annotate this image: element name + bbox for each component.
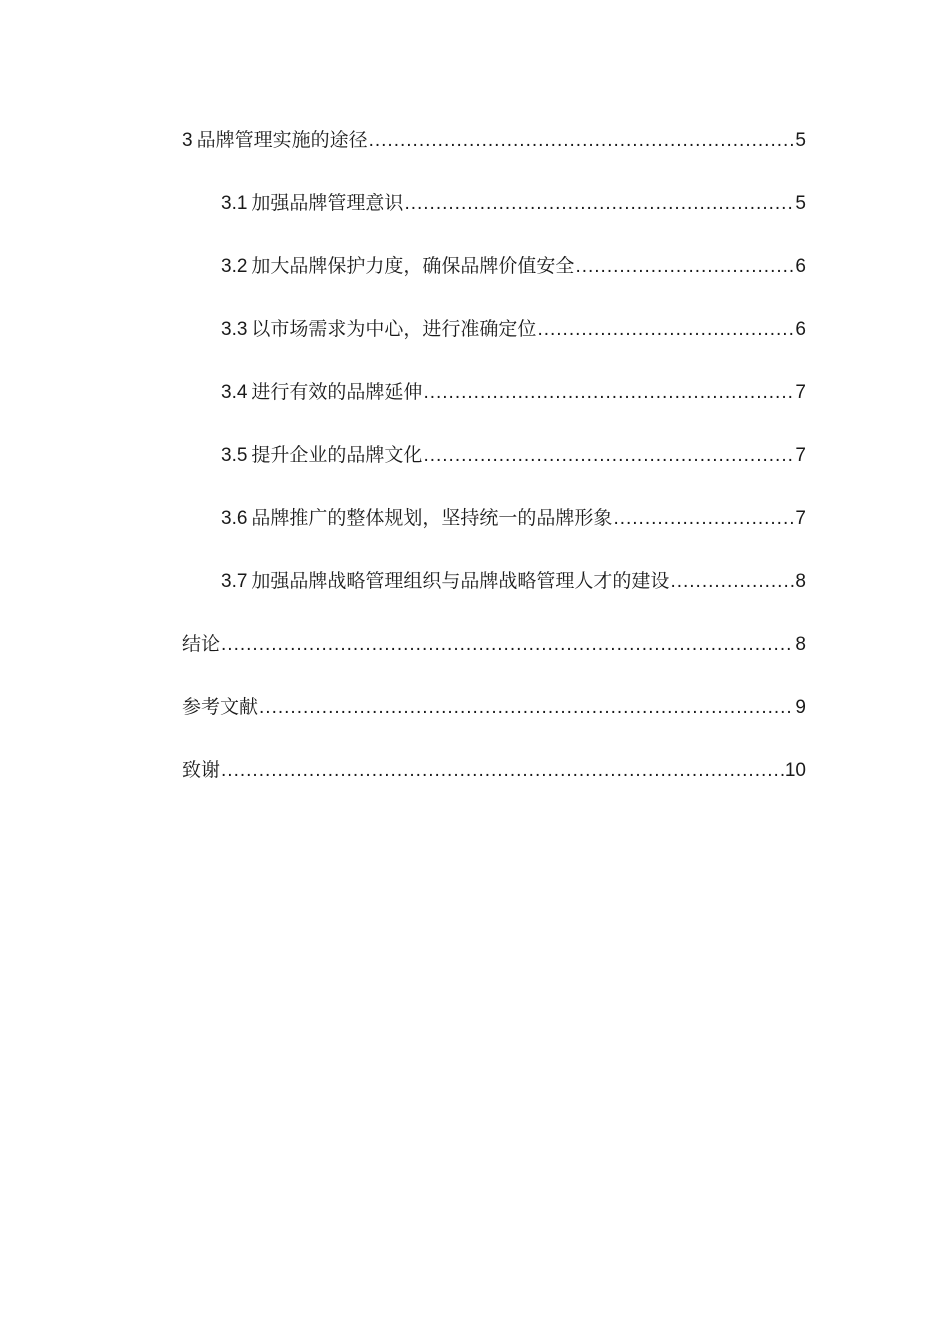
- toc-entry-number: 3: [182, 130, 193, 151]
- toc-entry-title: [221, 309, 536, 350]
- toc-entry-title: [182, 120, 368, 161]
- toc-entry-3-6[interactable]: [182, 498, 806, 561]
- toc-entry-text: 进行有效的品牌延伸: [251, 381, 423, 403]
- toc-dot-leader: [423, 436, 794, 476]
- toc-page-number: 7: [795, 508, 806, 529]
- toc-entry-text: 品牌推广的整体规划，坚持统一的品牌形象: [251, 507, 613, 529]
- toc-page-number: 7: [795, 382, 806, 403]
- toc-entry-acknowledgements[interactable]: [182, 750, 806, 813]
- toc-entry-number: 3.6: [221, 508, 248, 529]
- toc-page-number: 5: [795, 193, 806, 214]
- toc-page-number: 9: [795, 697, 806, 718]
- toc-entry-number: 3.1: [221, 193, 248, 214]
- toc-entry-text: 参考文献: [182, 696, 259, 718]
- toc-entry-text: 加强品牌管理意识: [251, 192, 404, 214]
- toc-entry-title: [182, 687, 258, 727]
- toc-entry-3-3[interactable]: [182, 309, 806, 372]
- toc-page-number: 7: [795, 445, 806, 466]
- toc-entry-text: 结论: [182, 633, 221, 655]
- toc-entry-title: [221, 372, 422, 413]
- toc-page-number: 6: [795, 256, 806, 277]
- toc-entry-number: 3.7: [221, 571, 248, 592]
- toc-entry-text: 加强品牌战略管理组织与品牌战略管理人才的建设: [251, 570, 670, 592]
- toc-entry-title: [221, 435, 422, 476]
- toc-dot-leader: [423, 373, 794, 413]
- toc-dot-leader: [404, 184, 794, 224]
- toc-dot-leader: [259, 688, 794, 728]
- toc-dot-leader: [670, 562, 794, 602]
- toc-dot-leader: [221, 751, 784, 791]
- toc-entry-references[interactable]: [182, 687, 806, 750]
- toc-entry-title: [221, 183, 403, 224]
- toc-entry-conclusion[interactable]: [182, 624, 806, 687]
- table-of-contents: [182, 120, 806, 813]
- toc-entry-number: 3.3: [221, 319, 248, 340]
- toc-page-number: 8: [795, 634, 806, 655]
- toc-page-number: 5: [795, 130, 806, 151]
- toc-dot-leader: [613, 499, 794, 539]
- toc-entry-text: 品牌管理实施的途径: [196, 129, 368, 151]
- toc-entry-number: 3.2: [221, 256, 248, 277]
- toc-entry-text: 加大品牌保护力度，确保品牌价值安全: [251, 255, 575, 277]
- toc-entry-number: 3.4: [221, 382, 248, 403]
- toc-entry-3-1[interactable]: [182, 183, 806, 246]
- toc-page-number: 10: [784, 760, 806, 781]
- toc-entry-title: [182, 750, 220, 790]
- toc-page-number: 6: [795, 319, 806, 340]
- toc-entry-text: 以市场需求为中心，进行准确定位: [251, 318, 537, 340]
- toc-entry-3-2[interactable]: [182, 246, 806, 309]
- toc-entry-title: [221, 561, 669, 602]
- toc-entry-title: [221, 498, 612, 539]
- toc-entry-title: [182, 624, 220, 664]
- toc-dot-leader: [221, 625, 794, 665]
- toc-page-number: 8: [795, 571, 806, 592]
- toc-entry-3-4[interactable]: [182, 372, 806, 435]
- toc-entry-3-7[interactable]: [182, 561, 806, 624]
- toc-entry-3-5[interactable]: [182, 435, 806, 498]
- toc-entry-text: 提升企业的品牌文化: [251, 444, 423, 466]
- toc-entry-number: 3.5: [221, 445, 248, 466]
- toc-dot-leader: [537, 310, 794, 350]
- toc-entry-3[interactable]: [182, 120, 806, 183]
- toc-entry-text: 致谢: [182, 759, 221, 781]
- toc-entry-title: [221, 246, 574, 287]
- toc-dot-leader: [575, 247, 794, 287]
- toc-dot-leader: [369, 121, 795, 161]
